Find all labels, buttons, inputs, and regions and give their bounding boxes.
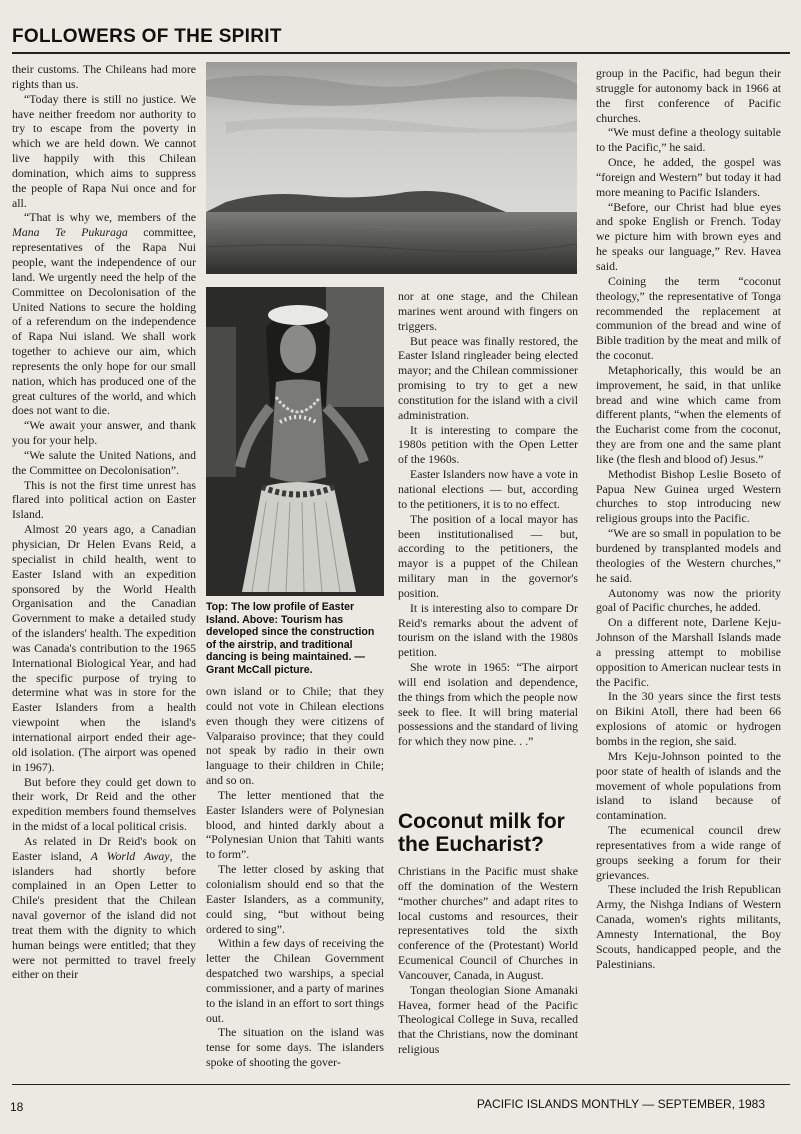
paragraph: group in the Pacific, had begun their struggle for autonomy back in 1966 at the first conference of Pacific churches. [596, 66, 781, 125]
paragraph: Metaphorically, this would be an improvement, he said, in that unlike bread and wine which came from different plants, “when the elements of the Eucharist come from the coconut, they are from one and the same plant like (the flesh and blood of) Jesus.” [596, 362, 781, 466]
paragraph: She wrote in 1965: “The airport will end isolation and dependence, the things from which the people now seek to flee. It will bring material possessions and the standard of living for which they now pine. . .” [398, 660, 578, 749]
footer-rule [12, 1084, 790, 1085]
paragraph: Methodist Bishop Leslie Boseto of Papua New Guinea urged Western churches to stop introducing new religious groups into the Pacific. [596, 466, 781, 526]
paragraph: On a different note, Darlene Keju-Johnson of the Marshall Islands made a pressing attempt to mobilise opposition to American nuclear tests in the Pacific. [596, 615, 781, 689]
paragraph: Once, he added, the gospel was “foreign and Western” but today it had more meaning to Pacific Islanders. [596, 155, 781, 199]
paragraph: own island or to Chile; that they could not vote in Chilean elections even though they were citizens of Valparaiso province; that they could not speak by radio in their own language to their children in Chile; and so on. [206, 684, 384, 788]
paragraph: The ecumenical council drew representatives from a wide range of groups seeking a forum for their grievances. [596, 823, 781, 882]
paragraph: It is interesting also to compare Dr Reid's remarks about the advent of tourism on the island with the 1980s petition. [398, 600, 578, 660]
paragraph: This is not the first time unrest has flared into political action on Easter Island. [12, 477, 196, 522]
paragraph: “We are so small in population to be burdened by transplanted models and theologies of the Western churches,” he said. [596, 526, 781, 585]
paragraph: nor at one stage, and the Chilean marines went around with fingers on triggers. [398, 289, 578, 333]
article-column-2 [206, 684, 384, 1082]
paragraph: The letter mentioned that the Easter Islanders were of Polynesian blood, and hinted darkly about a “Polynesian Union that Tahiti wants to form”. [206, 787, 384, 862]
paragraph: The position of a local mayor has been institutionalised — but, according to the petitioners, the mayor is a puppet of the Chilean military man in the governor's position. [398, 511, 578, 600]
easter-island-landscape [206, 62, 577, 274]
paragraph: “We salute the United Nations, and the Committee on Decolonisation”. [12, 447, 196, 477]
magazine-issue: PACIFIC ISLANDS MONTHLY — SEPTEMBER, 1983 [476, 1097, 765, 1111]
article-subheading: Coconut milk for the Eucharist? [398, 810, 565, 856]
paragraph: Tongan theologian Sione Amanaki Havea, former head of the Pacific Theological College in Suva, recalled that the Christians, now the dominant religious [398, 982, 578, 1057]
paragraph: Coining the term “coconut theology,” the representative of Tonga recommended the replacement at communion of the bread and wine of Bible tradition by the meat and milk of the coconut. [596, 273, 781, 363]
easter-island-photo [206, 62, 577, 274]
header-rule [12, 52, 790, 54]
paragraph: Easter Islanders now have a vote in national elections — but, according to the petitioners, it is to no effect. [398, 467, 578, 511]
paragraph: Mrs Keju-Johnson pointed to the poor state of health of islands and the movement of whole populations from island to island because of contamination. [596, 748, 781, 823]
paragraph: In the 30 years since the first tests on Bikini Atoll, there had been 66 explosions of atomic or hydrogen bombs in the region, she said. [596, 689, 781, 748]
paragraph: But peace was finally restored, the Easter Island ringleader being elected mayor; and the Chilean commissioner promising to try to get a new constitution for the island with a civil administration. [398, 333, 578, 422]
paragraph: But before they could get down to their work, Dr Reid and the other expedition members found themselves in the midst of a local political crisis. [12, 774, 196, 834]
paragraph: These included the Irish Republican Army, the Nishga Indians of Western Canada, women's rights militants, Amnesty International, the Boy Scouts, handicapped people, and the Palestinians. [596, 882, 781, 971]
dancer-photo [206, 287, 384, 596]
paragraph: “We await your answer, and thank you for your help. [12, 418, 196, 448]
paragraph: “That is why we, members of the Mana Te Pukuraga committee, representatives of the Rapa Nui people, want the independence of our land. We urgently need the help of the Committee on Decolonisation of the United Nations to secure the holding of a referendum on the independence of Rapa Nui island. We shall work together to achieve our aim, which represents the only hope for our small nation, which has produced one of the great cultures of the world, and which does not want to die. [12, 210, 196, 418]
book-title: A World Away [90, 848, 170, 863]
article-column-3 [398, 289, 578, 801]
section-title: FOLLOWERS OF THE SPIRIT [12, 26, 282, 47]
paragraph: Christians in the Pacific must shake off the domination of the Western “mother churches” and adapt rites to local customs and resources, their representatives told the sixth conference of the (Protestant) World Ecumenical Council of Churches in Vancouver, Canada, in August. [398, 864, 578, 982]
paragraph: Within a few days of receiving the letter the Chilean Government despatched two warships, a special commissioner, and a party of marines to the island in an effort to sort things out. [206, 936, 384, 1025]
article-column-4 [596, 66, 781, 1082]
paragraph: Autonomy was now the priority goal of Pacific churches, he added. [596, 585, 781, 615]
paragraph: It is interesting to compare the 1980s petition with the Open Letter of the 1960s. [398, 422, 578, 467]
article-column-3-lower [398, 864, 578, 1082]
paragraph: The situation on the island was tense for some days. The islanders spoke of shooting the gover- [206, 1025, 384, 1070]
committee-name: Mana Te Pukuraga [12, 225, 128, 240]
photo-caption: Top: The low profile of Easter Island. Above: Tourism has developed since the construction of the airstrip, and traditional dancing is being maintained. — Grant McCall picture. [206, 601, 375, 676]
paragraph: “Today there is still no justice. We have neither freedom nor authority to try to escape from the poverty in which we are held down. We cannot live happily with this Chilean domination, which aims to suppress the people of Rapa Nui once and for all. [12, 91, 196, 210]
paragraph: their customs. The Chileans had more rights than us. [12, 62, 196, 91]
page-number: 18 [10, 1100, 24, 1114]
paragraph: “Before, our Christ had blue eyes and spoke English or French. Today we picture him with brown eyes and he speaks our language,” Rev. Havea said. [596, 199, 781, 273]
paragraph: “We must define a theology suitable to the Pacific,” he said. [596, 125, 781, 155]
article-column-1 [12, 62, 196, 1082]
paragraph: The letter closed by asking that colonialism should end so that the Easter Islanders, as a community, could sing, “but without being ordered to sing”. [206, 862, 384, 936]
paragraph: Almost 20 years ago, a Canadian physician, Dr Helen Evans Reid, a specialist in child health, went to Easter Island with an expedition sponsored by the World Health Organisation and the Canadian Government to make a detailed study of the islanders' health. The expedition was Canada's contribution to the 1965 International Biological Year, and had the specific purpose of trying to determine what was in store for the Easter Islanders from a health viewpoint when the island's international airport ended their age-old isolation. (The airport was opened in 1967). [12, 522, 196, 774]
traditional-dancer-figure [206, 287, 384, 596]
paragraph: As related in Dr Reid's book on Easter island, A World Away, the islanders had shortly before complained in an Open Letter to Chile's president that the Chilean naval governor of the island did not treat them with the dignity to which human beings were entitled; that they were not permitted to travel freely either on their [12, 833, 196, 982]
